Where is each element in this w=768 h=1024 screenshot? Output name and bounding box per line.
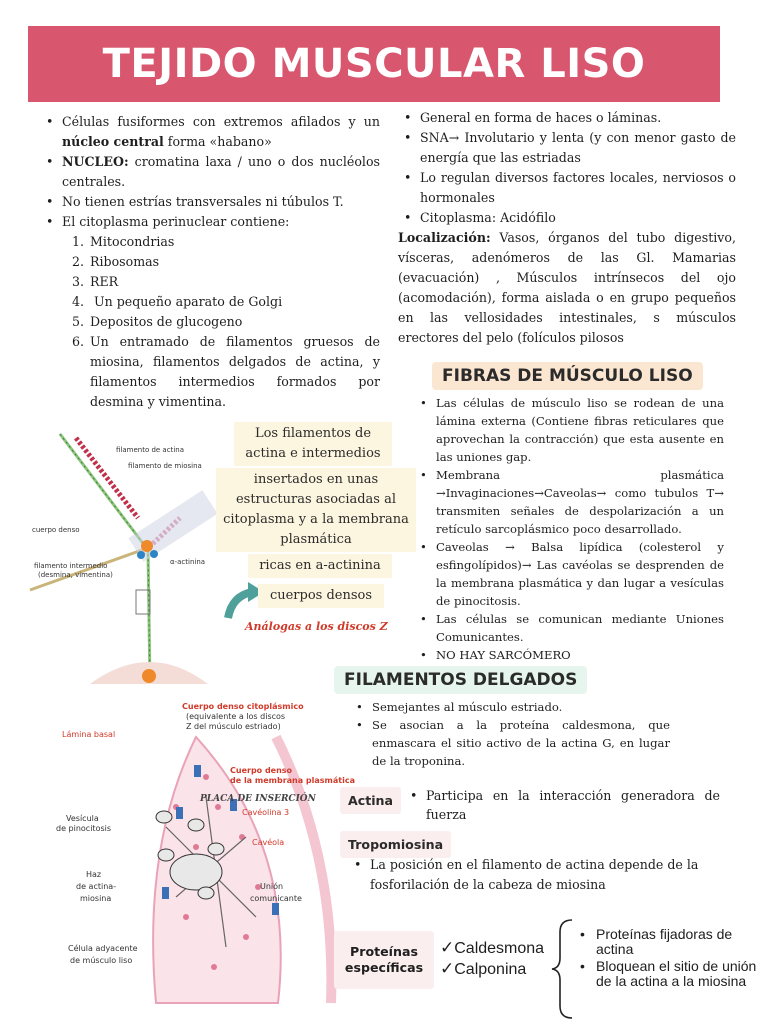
list-item: • La posición en el filamento de actina depende de la fosforilación de la cabeza de miosina: [348, 855, 708, 895]
label-cuerpo-membrana-2: de la membrana plasmática: [230, 776, 355, 785]
label-union-2: comunicante: [250, 894, 302, 903]
list-item: • SNA→ Involutario y lenta (y con menor gasto de energía que las estriadas: [398, 128, 736, 168]
right-bullet-list: [398, 108, 736, 228]
list-item: • Las células de músculo liso se rodean de una lámina externa (Contiene fibras reticulares que aprovechan la contracción) que esta ausente en las uniones gap.: [414, 394, 724, 466]
list-item: 1. Mitocondrias: [72, 234, 175, 249]
list-item: 5. Depositos de glucogeno: [72, 314, 243, 329]
note-insertados: insertados en unas estructuras asociadas al citoplasma y a la membrana plasmática: [216, 468, 416, 552]
label-haz-2: de actina-: [76, 882, 117, 891]
check-icon: ✓: [440, 959, 455, 978]
label-placa: PLACA DE INSERCIÓN: [200, 794, 316, 804]
label-vesicula-1: Vesícula: [66, 814, 99, 823]
list-item: 4. Un pequeño aparato de Golgi: [72, 294, 283, 309]
title-banner: [28, 26, 720, 102]
list-item: • Citoplasma: Acidófilo: [398, 208, 736, 228]
label-desmina: (desmina, vimentina): [38, 571, 113, 579]
note-actinina: ricas en a-actinina: [248, 554, 392, 578]
list-item: • NUCLEO: cromatina laxa / uno o dos nucléolos centrales.: [40, 152, 380, 192]
label-cuerpo-membrana-1: Cuerpo denso: [230, 766, 293, 775]
tropomiosina-tag: Tropomiosina: [340, 831, 451, 858]
check-icon: ✓: [440, 938, 455, 957]
label-union-1: Unión: [260, 882, 284, 891]
list-item: • Bloquean el sitio de unión de la actina a la miosina: [574, 959, 760, 989]
label-equivalente-1: (equivalente a los discos: [186, 712, 286, 721]
label-a-actinina: α-actinina: [170, 558, 206, 566]
cell-diagram: [46, 697, 355, 1007]
protein-description: [574, 927, 760, 989]
actina-description: [404, 786, 720, 824]
label-filamento-actina: filamento de actina: [116, 446, 184, 454]
list-item: • No tienen estrías transversales ni túbulos T.: [40, 192, 380, 212]
label-cuerpo-denso: cuerpo denso: [32, 526, 80, 534]
list-item: • General en forma de haces o láminas.: [398, 108, 736, 128]
fibras-list: [414, 394, 724, 664]
label-vesicula-2: de pinocitosis: [56, 824, 112, 833]
label-filamento-miosina: filamento de miosina: [128, 462, 202, 470]
list-item: ✓Calponina: [440, 959, 527, 978]
tropomiosina-description: [348, 855, 708, 895]
list-item: • Proteínas fijadoras de actina: [574, 927, 760, 957]
left-bullet-list: [40, 112, 380, 232]
label-celula-2: de músculo liso: [70, 956, 133, 965]
note-cuerpos-densos: cuerpos densos: [258, 584, 384, 608]
cytoplasm-numbered-list: [40, 232, 380, 412]
label-equivalente-2: Z del músculo estriado): [186, 722, 281, 731]
label-haz-1: Haz: [86, 870, 102, 879]
actina-tag: Actina: [340, 787, 401, 814]
protein-checklist: [440, 938, 544, 980]
filamentos-list: [350, 698, 670, 770]
list-item: • Las células se comunican mediante Uniones Comunicantes.: [414, 610, 724, 646]
label-haz-3: miosina: [80, 894, 112, 903]
list-item: 6. Un entramado de filamentos gruesos de miosina, filamentos delgados de actina, y filamentos intermedios formados por desmina y vimentina.: [72, 334, 380, 409]
label-caveola: Cavéola: [252, 838, 285, 847]
label-celula-1: Célula adyacente: [68, 944, 138, 953]
localizacion-paragraph: Localización: Vasos, órganos del tubo digestivo, vísceras, adenómeros de las Gl. Mamarias (evacuación) , Músculos intrínsecos del ojo (acomodación), forma aislada o en grupo pequeños en las vellosidades intestinales, s músculos erectores del pelo (folículos pilosos: [398, 230, 736, 345]
label-cuerpo-citoplasmico: Cuerpo denso citoplásmico: [182, 702, 304, 711]
left-column: [40, 112, 380, 412]
filamentos-header: FILAMENTOS DELGADOS: [334, 666, 587, 694]
fibras-header: FIBRAS DE MÚSCULO LISO: [432, 362, 703, 390]
note-filamentos: Los filamentos de actina e intermedios: [234, 422, 392, 466]
list-item: • El citoplasma perinuclear contiene:: [40, 212, 380, 232]
list-item: • Semejantes al músculo estriado.: [350, 698, 670, 716]
list-item: ✓Caldesmona: [440, 938, 545, 957]
list-item: • Se asocian a la proteı́na caldesmona, que enmascara el sitio activo de la actina G, en lugar de la troponina.: [350, 716, 670, 770]
list-item: • Caveolas → Balsa lipídica (colesterol y esfingolípidos)→ Las cavéolas se desprenden de la membrana plasmática y dan lugar a vesículas de pinocitosis.: [414, 538, 724, 610]
list-item: • Participa en la interacción generadora de fuerza: [404, 786, 720, 824]
list-item: 2. Ribosomas: [72, 254, 160, 269]
proteinas-especificas-tag: Proteínas específicas: [334, 931, 434, 989]
label-filamento-intermedio: filamento intermedio: [34, 562, 108, 570]
filament-diagram: [30, 422, 220, 694]
list-item: • Lo regulan diversos factores locales, nerviosos o hormonales: [398, 168, 736, 208]
note-analogas: Análogas a los discos Z: [245, 620, 388, 633]
list-item: • Células fusiformes con extremos afilados y un núcleo central forma «habano»: [40, 112, 380, 152]
list-item: • Membrana plasmática →Invaginaciones→Caveolas→ como tubulos T→ transmiten señales de despolarización a un retículo sarcoplásmico poco desarrollado.: [414, 466, 724, 538]
label-lamina-basal: Lámina basal: [62, 730, 116, 739]
label-caveolina: Cavéolina 3: [242, 808, 290, 817]
right-column: [398, 108, 736, 348]
page-title: TEJIDO MUSCULAR LISO: [102, 41, 646, 87]
list-item: 3. RER: [72, 274, 119, 289]
list-item: • NO HAY SARCÓMERO: [414, 646, 724, 664]
